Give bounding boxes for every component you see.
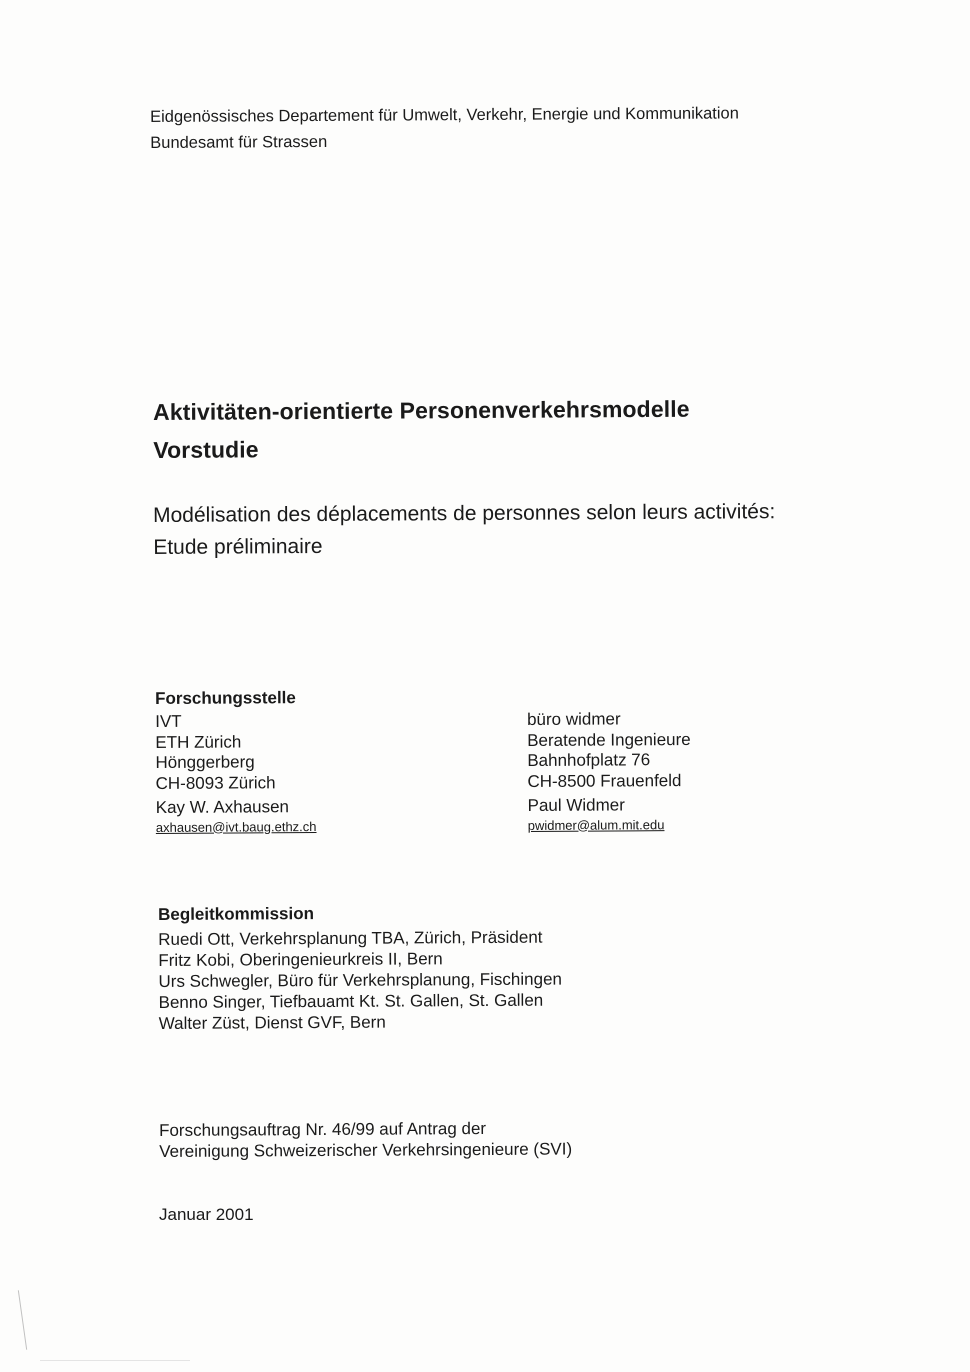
document-title (153, 390, 690, 469)
title-line-1: Aktivitäten-orientierte Personenverkehrsmodelle (153, 395, 690, 425)
research-right-person: Paul Widmer (527, 795, 625, 815)
research-left-line: ETH Zürich (155, 731, 242, 752)
research-left-line: CH-8093 Zürich (155, 772, 276, 793)
office-name: Bundesamt für Strassen (150, 132, 328, 152)
scan-bottom-mark (40, 1360, 190, 1361)
research-right-contact (528, 795, 692, 834)
research-heading: Forschungsstelle (155, 688, 296, 708)
research-right-column (527, 709, 691, 834)
header-block (150, 100, 739, 156)
research-right-line: CH-8500 Frauenfeld (527, 770, 682, 791)
commission-member: Benno Singer, Tiefbauamt Kt. St. Gallen, St. Gallen (158, 990, 544, 1012)
commission-heading: Begleitkommission (158, 904, 314, 924)
department-name: Eidgenössisches Departement für Umwelt, Verkehr, Energie und Kommunikation (150, 104, 739, 126)
subtitle-line-2: Etude préliminaire (153, 534, 323, 559)
research-right-email: pwidmer@alum.mit.edu (527, 816, 665, 833)
title-line-2: Vorstudie (153, 436, 259, 463)
research-left-line: Hönggerberg (155, 752, 255, 772)
document-subtitle (153, 496, 776, 564)
publication-date: Januar 2001 (159, 1205, 254, 1224)
research-left-line: IVT (155, 711, 182, 731)
research-left-column (155, 687, 317, 836)
commission-member: Ruedi Ott, Verkehrsplanung TBA, Zürich, Präsident (158, 927, 543, 949)
commission-member: Fritz Kobi, Oberingenieurkreis II, Bern (158, 949, 443, 970)
research-right-address (527, 709, 691, 792)
subtitle-line-1: Modélisation des déplacements de personnes selon leurs activités: (153, 500, 776, 527)
research-left-email: axhausen@ivt.baug.ethz.ch (155, 818, 317, 835)
research-left-contact (156, 797, 317, 836)
scan-edge-mark (18, 1290, 27, 1350)
commission-member: Walter Züst, Dienst GVF, Bern (158, 1012, 386, 1033)
contract-line-1: Forschungsauftrag Nr. 46/99 auf Antrag der (159, 1119, 487, 1140)
commission-member-list (158, 927, 562, 1034)
research-right-line: Beratende Ingenieure (527, 729, 691, 750)
research-right-line: büro widmer (527, 709, 621, 729)
research-left-address (155, 711, 316, 794)
commission-member: Urs Schwegler, Büro für Verkehrsplanung, Fischingen (158, 969, 563, 991)
research-right-line: Bahnhofplatz 76 (527, 750, 651, 770)
commission-block (158, 902, 562, 1034)
contract-block (159, 1117, 572, 1162)
research-left-person: Kay W. Axhausen (155, 797, 290, 817)
contract-line-2: Vereinigung Schweizerischer Verkehrsingenieure (SVI) (159, 1139, 573, 1161)
